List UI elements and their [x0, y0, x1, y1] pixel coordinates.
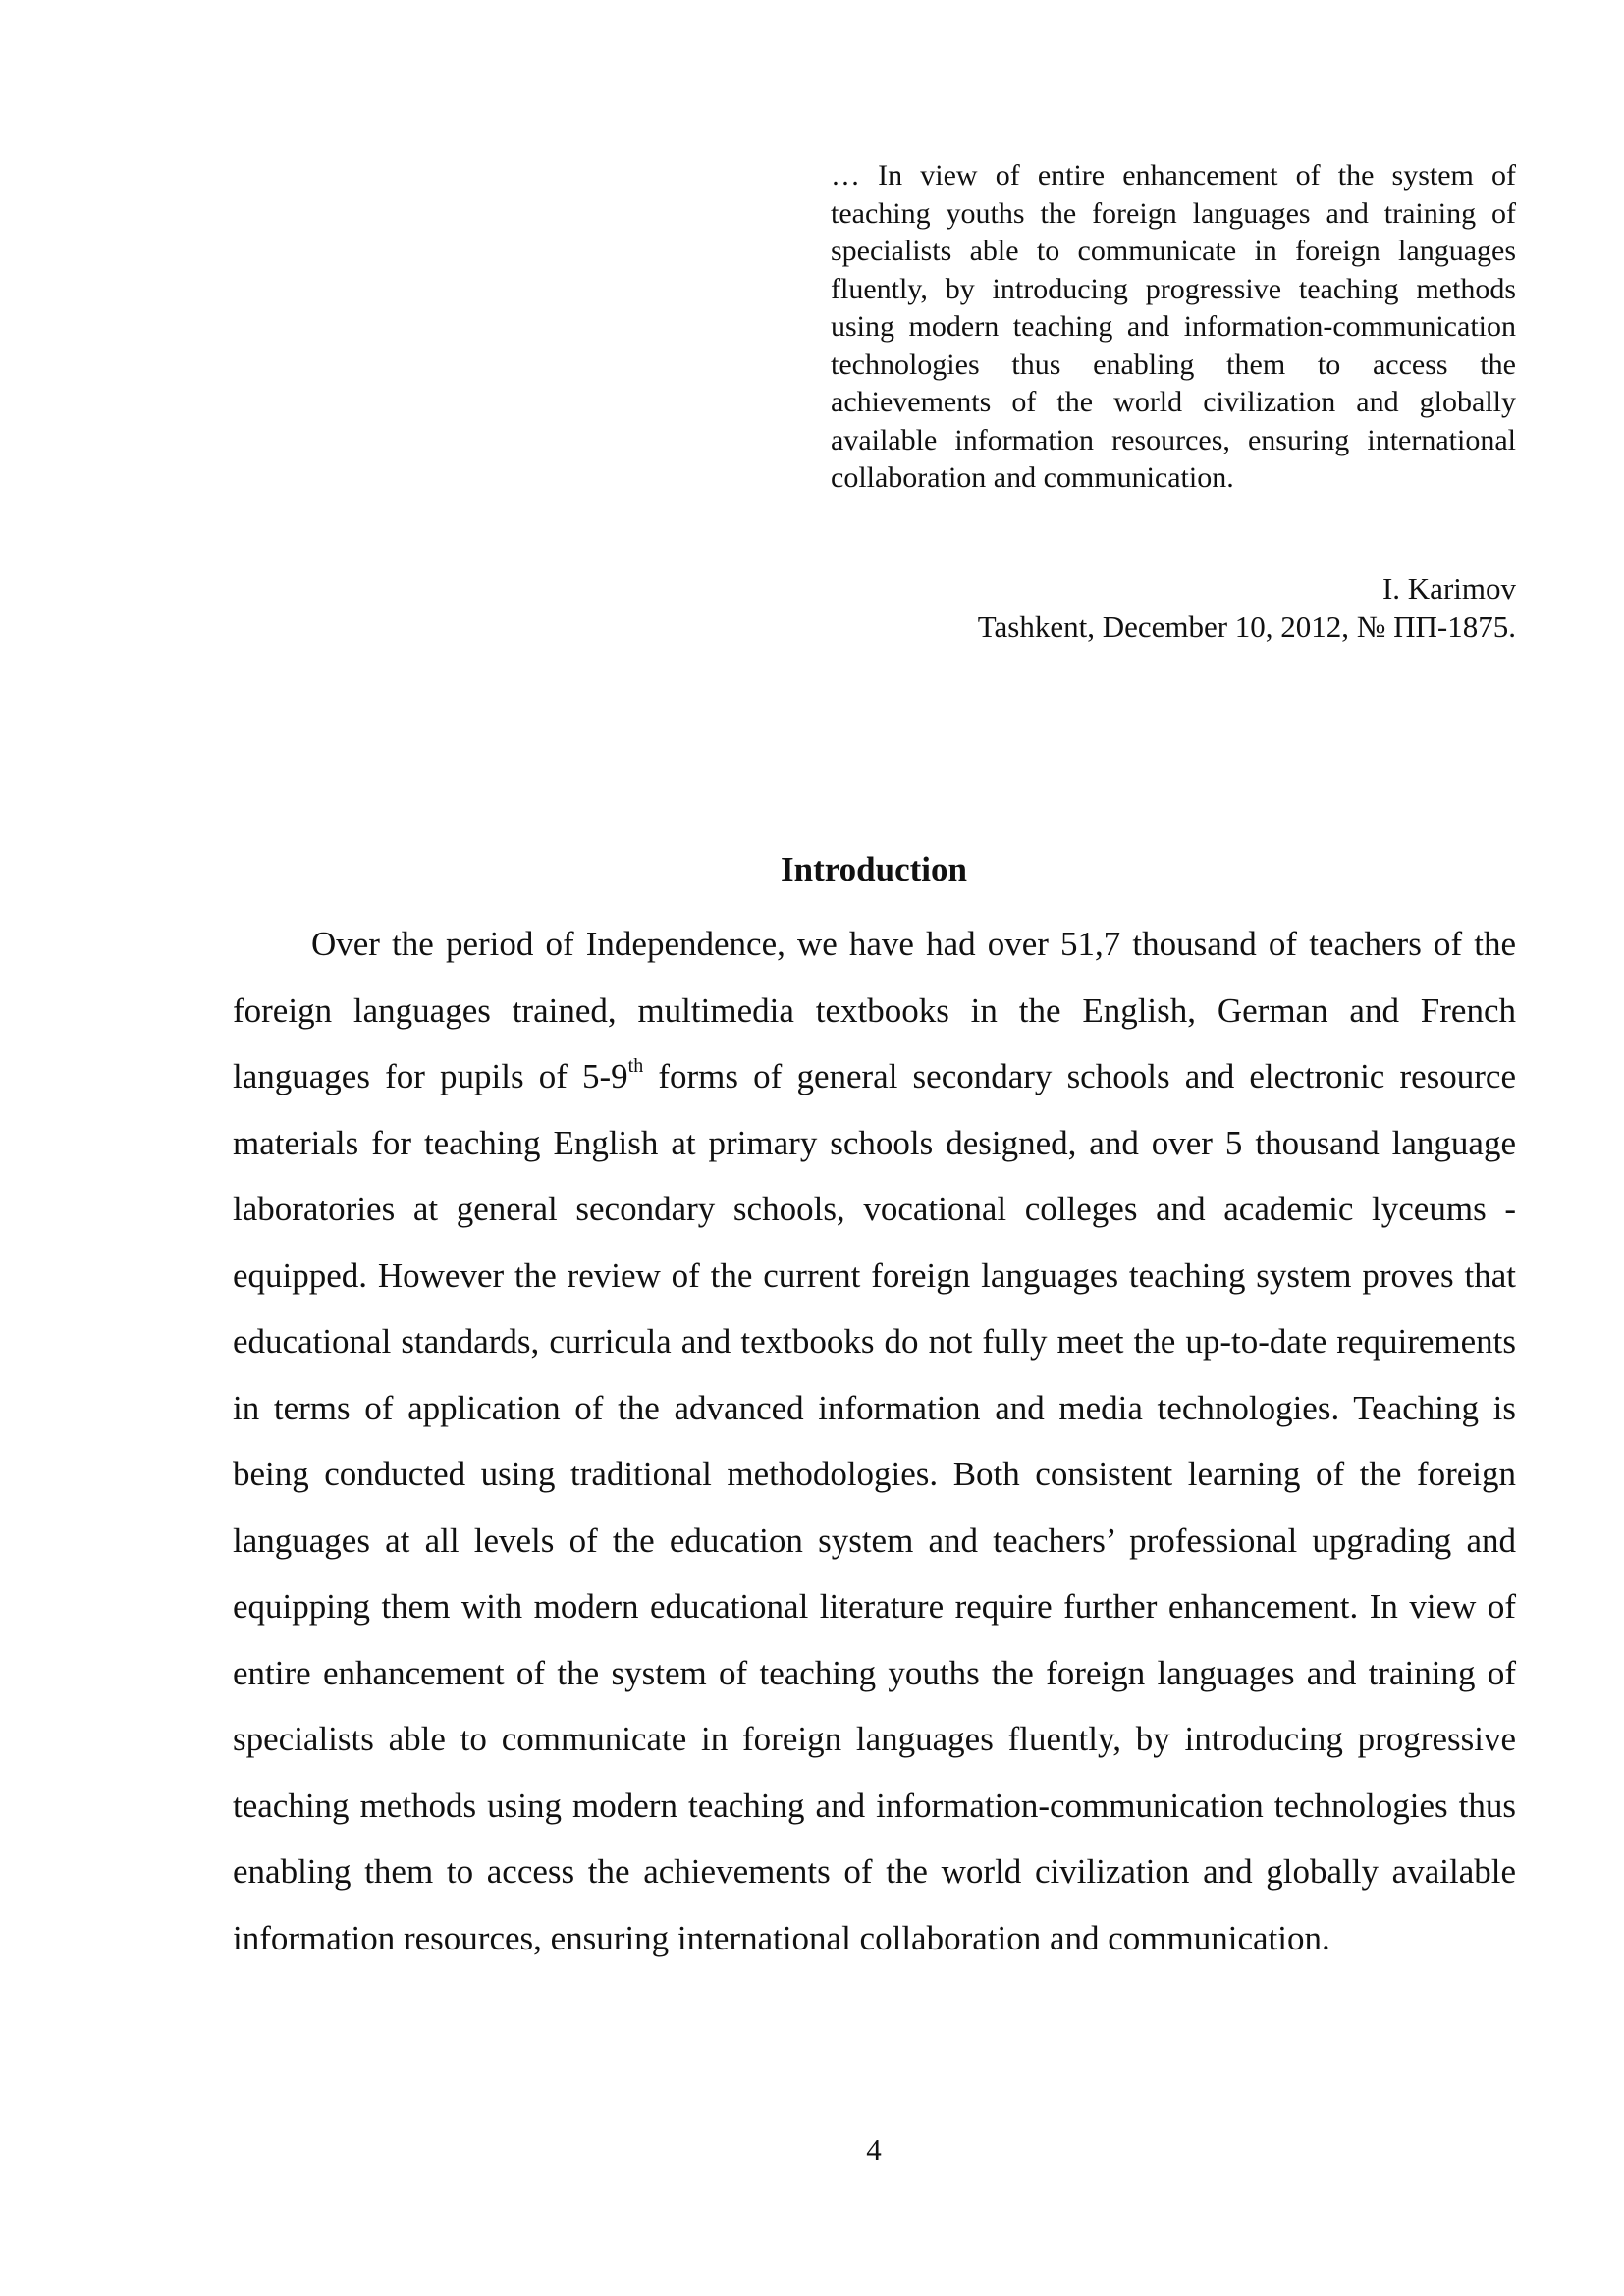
epigraph-source: Tashkent, December 10, 2012, № ПП-1875.: [977, 610, 1516, 644]
epigraph-quote: … In view of entire enhancement of the system of teaching youths the foreign languages and training of specialists able to communicate in foreign languages fluently, by introducing progressive teaching methods using modern teaching and information-communication technologies thus enabling them to access the achievements of the world civilization and globally available information resources, ensuring international collaboration and communication.: [831, 159, 1516, 494]
epigraph-author: I. Karimov: [1381, 571, 1516, 606]
page-number: 4: [866, 2132, 882, 2166]
epigraph-signature: [632, 569, 1516, 646]
introduction-paragraph: [233, 911, 1516, 1971]
ordinal-superscript: th: [627, 1055, 644, 1077]
paragraph-text-rest: forms of general secondary schools and electronic resource materials for teaching English at primary schools designed, and over 5 thousand language laboratories at general secondary schools, vocational colleges and academic lyceums - equipped. However the review of the current foreign languages teaching system proves that educational standards, curricula and textbooks do not fully meet the up-to-date requirements in terms of application of the advanced information and media technologies. Teaching is being conducted using traditional methodologies. Both consistent learning of the foreign languages at all levels of the education system and teachers’ professional upgrading and equipping them with modern educational literature require further enhancement. In view of entire enhancement of the system of teaching youths the foreign languages and training of specialists able to communicate in foreign languages fluently, by introducing progressive teaching methods using modern teaching and information-communication technologies thus enabling them to access the achievements of the world civilization and globally available information resources, ensuring international collaboration and communication.: [233, 1057, 1516, 1957]
paragraph-text-start: Over the period of Independence, we have had over 51,7 thousand of teachers of the foreign languages trained, multimedia textbooks in the English, German and French languages for pupils of 5-9: [233, 925, 1516, 1095]
section-heading: Introduction: [781, 850, 967, 888]
